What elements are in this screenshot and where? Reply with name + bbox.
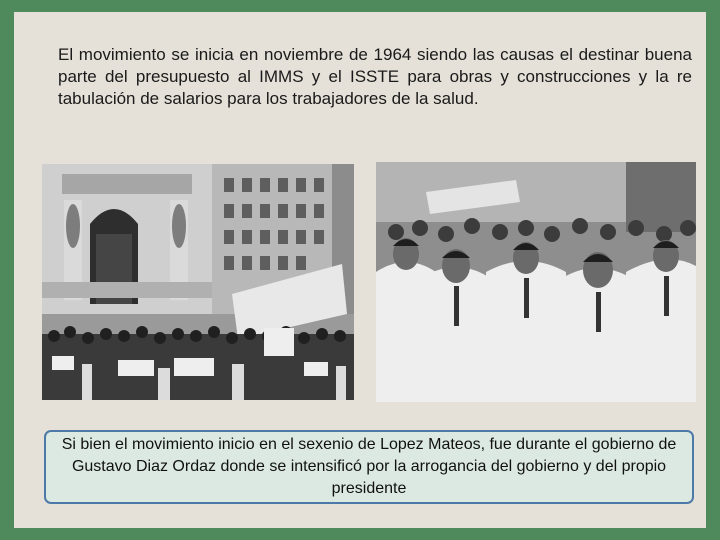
slide [14, 12, 706, 528]
callout-box [44, 430, 694, 504]
callout-text: Si bien el movimiento inicio en el sexenio de Lopez Mateos, fue durante el gobierno de Gustavo Diaz Ordaz donde se intensificó por la arrogancia del gobierno y del propio presidente [61, 436, 677, 497]
photo-protest-building [42, 164, 354, 400]
photo-doctors-march [376, 162, 696, 402]
intro-paragraph: El movimiento se inicia en noviembre de 1964 siendo las causas el destinar buena parte del presupuesto al IMMS y el ISSTE para obras y construcciones y la re tabulación de salarios para los trabajadores de la salud. [58, 45, 692, 108]
